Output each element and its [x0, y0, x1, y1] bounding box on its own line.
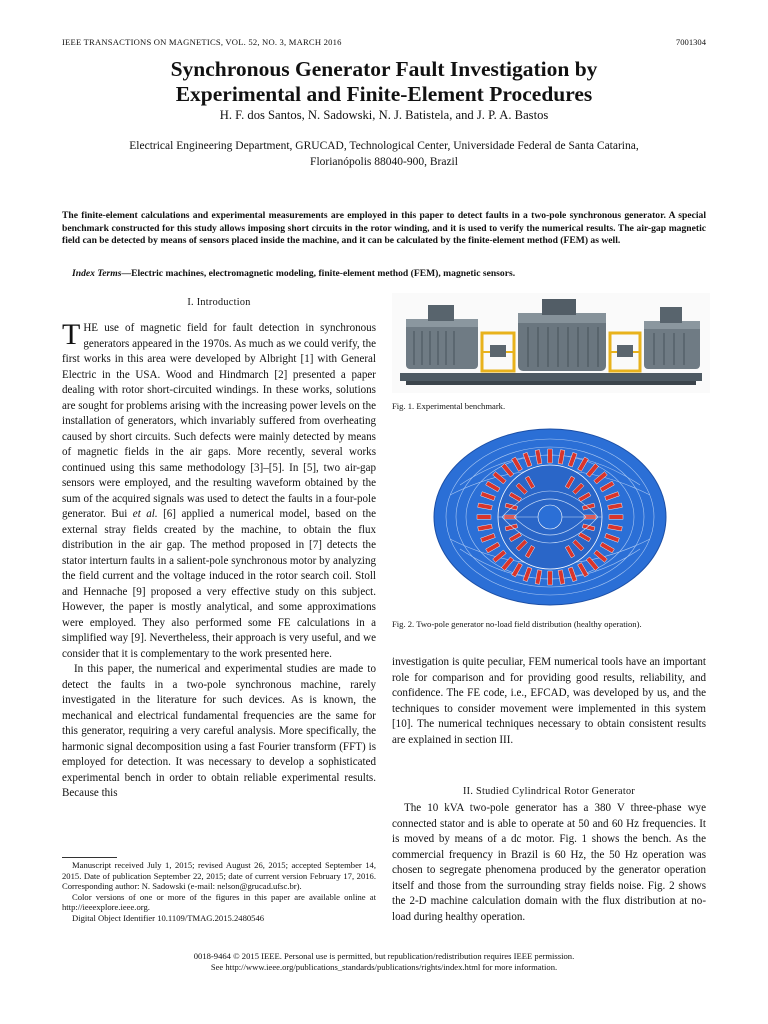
footnote-rule [62, 857, 117, 858]
intro-p1-etal: et al. [132, 508, 158, 520]
drop-cap: T [62, 318, 81, 351]
left-column [62, 318, 376, 802]
article-number: 7001304 [675, 37, 706, 47]
stator-slot [477, 515, 491, 519]
stator-slot [609, 515, 623, 519]
title-line-1: Synchronous Generator Fault Investigation by [170, 57, 598, 81]
index-terms-text: —Electric machines, electromagnetic modeling, finite-element method (FEM), magnetic sensors. [121, 268, 516, 279]
section-heading-studied-generator: II. Studied Cylindrical Rotor Generator [462, 786, 636, 797]
section-heading-introduction: I. Introduction [187, 297, 251, 308]
copyright-line-1: 0018-9464 © 2015 IEEE. Personal use is permitted, but republication/redistribution requires IEEE permission. [193, 951, 575, 961]
intro-p1-rest: [6] applied a numerical model, based on the external stray fields created by the machine, to obtain the flux distribution in the air gap. The method proposed in [7] detects the stator interturn faults in a salient-pole synchronous motor by analyzing the field current and the voltage induced in the rotor search coil. Stoll and Hennache [9] proposed a very effective study on this subject. However, the paper is mostly analytical, and some approximations were employed. They also performed some FE calculations in a simplified way [9]. Nevertheless, their approach is very useful, and we consider that it is complementary to the work presented here. [62, 508, 376, 660]
copyright-line-2: See http://www.ieee.org/publications_standards/publications/rights/index.html for more information. [210, 962, 558, 972]
section2-paragraph-1: The 10 kVA two-pole generator has a 380 V three-phase wye connected stator and is able to operate at 50 and 60 Hz frequencies. It is moved by means of a dc motor. Fig. 1 shows the bench. As the commercial frequency in Brazil is 60 Hz, the 50 Hz operation was chosen to segregate phenomena produced by the generator operation itself and those from the surrounding stray fields noise. Fig. 2 shows the 2-D machine calculation domain with the flux distribution at no-load during healthy operation. [392, 802, 706, 923]
stator-slot [548, 571, 552, 585]
footnote-doi: Digital Object Identifier 10.1109/TMAG.2015.2480546 [72, 912, 265, 923]
intro-paragraph-1 [62, 318, 376, 662]
running-header: IEEE TRANSACTIONS ON MAGNETICS, VOL. 52, NO. 3, MARCH 2016 [62, 37, 342, 47]
title-line-2: Experimental and Finite-Element Procedures [175, 82, 593, 106]
intro-paragraph-2: In this paper, the numerical and experimental studies are made to detect the faults in a two-pole synchronous machine, rarely investigated in the literature for such devices. As is known, the mechanical and electrical fundamental frequencies are the same for this generator, requiring a very careful analysis. More specifically, the harmonic signal decomposition using a fast Fourier transform (FFT) is employed for detection. It was necessary to develop a sophisticated experimental bench in order to obtain reliable experimental results. Because this [62, 663, 376, 799]
stator-slot [548, 449, 552, 463]
intro-p1-text: HE use of magnetic field for fault detection in synchronous generators appeared in the 1970s. As much as we could verify, the first works in this area were developed by Albright [1] with General Electric in the USA. Wood and Hindmarch [2] presented a paper dealing with rotor short-circuited windings. In these works, solutions are sought for problems arising with the increasing power levels on the installation of generators, which invariably suffered from overheating caused by short circuits. Such defects were mainly detected by means of magnetic fields in the air gaps. More recently, several works continued using this same methodology [3]–[5]. In [5], two air-gap sensors were employed, and the resulting waveform obtained by the sum of the acquired signals was used to detect the faults in a four-pole generator. Bui [62, 322, 376, 520]
footnote [62, 860, 376, 924]
footnote-color: Color versions of one or more of the figures in this paper are available online at http://ieeexplore.ieee.org. [62, 891, 376, 913]
copyright-notice [40, 951, 728, 973]
footnote-manuscript: Manuscript received July 1, 2015; revised August 26, 2015; accepted September 14, 2015. Date of publication September 22, 2015; date of current version February 17, 2016. Corresponding author: N. Sadowski (e-mail: nelson@grucad.ufsc.br). [62, 860, 376, 892]
fig1-benchmark-photo [392, 293, 710, 393]
index-terms [62, 268, 706, 279]
index-terms-label: Index Terms [72, 268, 122, 279]
right-column [392, 655, 706, 748]
paper-title [40, 57, 728, 107]
section2-body [392, 801, 706, 925]
fig2-field-distribution [430, 425, 670, 610]
affiliation-line-2: Florianópolis 88040-900, Brazil [310, 156, 458, 168]
abstract: The finite-element calculations and experimental measurements are employed in this paper to detect faults in a two-pole synchronous generator. A special benchmark constructed for this study allows imposing short circuits in the rotor winding, and it is used to verify the numerical results. The air-gap magnetic field can be detected by means of sensors placed inside the machine, and it can be calculated by the finite-element method (FEM) as well. [62, 210, 706, 247]
authors: H. F. dos Santos, N. Sadowski, N. J. Batistela, and J. P. A. Bastos [219, 108, 549, 122]
affiliation-line-1: Electrical Engineering Department, GRUCAD, Technological Center, Universidade Federal de Santa Catarina, [129, 140, 639, 152]
affiliation [40, 138, 728, 170]
intro-continuation: investigation is quite peculiar, FEM numerical tools have an important role for comparison and for providing good results, reliability, and confidence. The FE code, i.e., EFCAD, was developed by us, and the techniques to consider movement were implemented in this system [10]. The numerical techniques necessary to obtain consistent results are explained in section III. [392, 656, 706, 746]
fig1-caption: Fig. 1. Experimental benchmark. [392, 401, 506, 411]
fig2-caption: Fig. 2. Two-pole generator no-load field distribution (healthy operation). [392, 619, 642, 629]
